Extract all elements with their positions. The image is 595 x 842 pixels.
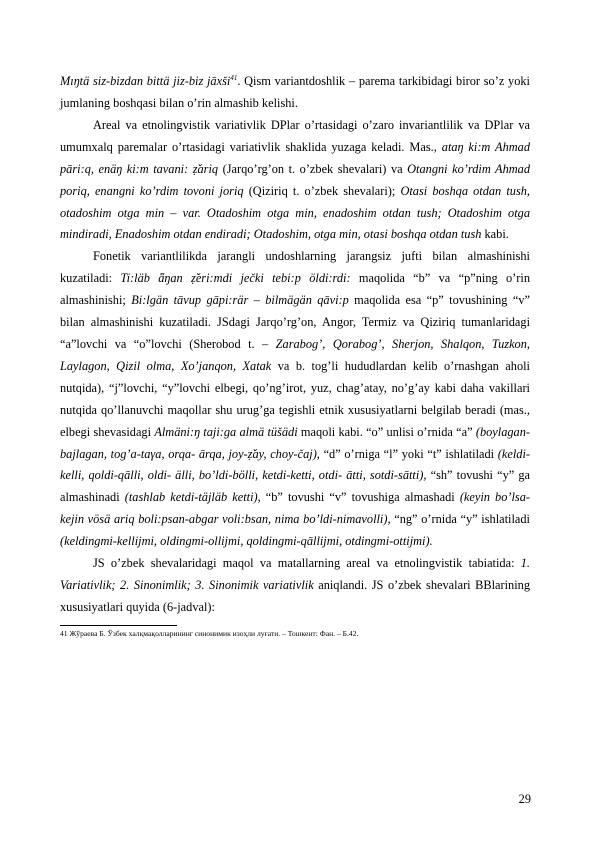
text-run: (Jarqo’rg’on t. o’zbek shevalari) va	[218, 161, 408, 176]
text-run: (Qiziriq t. o’zbek shevalari);	[243, 183, 401, 198]
text-run: maqoli kabi. “o” unlisi o’rnida “a”	[297, 424, 476, 439]
text-run: aniqlandi. JS o’zbek shevalari BBlarining xususiyatlari quyida (6-jadval):	[60, 577, 530, 614]
italic-text-run: Mıŋtä siz-bizdan bittä jiz-biz jāxši	[60, 74, 231, 89]
text-run: kabi.	[481, 227, 509, 242]
paragraph	[60, 553, 530, 619]
footnote: 41 Жўраева Б. Ўзбек халқмақолларининг синонимик изоҳли луғати. – Тошкент: Фан. – Б.42.	[60, 628, 359, 638]
text-run: “ng” o’rnida “y” ishlatiladi	[390, 512, 530, 527]
italic-text-run: (tashlab ketdi-täjläb ketti),	[124, 490, 261, 505]
italic-text-run: Otangni ko’rdim Ahmad poriq, enangni ko’rdim tovoni joriq	[60, 161, 530, 198]
text-run: “b” tovushi “v” tovushiga almashadi	[260, 490, 460, 505]
paragraph	[60, 68, 530, 115]
italic-text-run: Almäni:ŋ taji:ga almä tüšädi	[154, 424, 298, 439]
italic-text-run: Bi:lgän tāvup gāpi:rär – bilmägän qāvi:p	[131, 293, 349, 308]
text-run: maqolida “b” va “p”ning o’rin almashinishi;	[60, 271, 530, 308]
italic-text-run: Ti:läb ǟŋan ẓ̌eri:mdi ječki tebi:p öldi:rdi:	[120, 271, 351, 286]
italic-text-run: ataŋ ki:m Ahmad pāri:q, enäŋ ki:m tavani: ẓ̌ariq	[60, 139, 531, 176]
italic-text-run: Otasi boshqa otdan tush, otadoshim otga min – var. Otadoshim otga min, enadoshim otdan tush; Otadoshim otga mindiradi, Enadoshim otdan endiradi; Otadoshim, otga min, otasi boshqa otdan tush	[60, 183, 531, 242]
italic-text-run: 1. Variativlik; 2. Sinonimlik; 3. Sinonimik variativlik	[60, 556, 530, 592]
footnote-divider	[60, 625, 177, 626]
paragraph	[60, 115, 530, 246]
text-run: maqolida esa “p” tovushining “v” bilan almashinishi kuzatiladi. JSdagi Jarqo’rg’on, Angor, Termiz va Qiziriq tumanlaridagi “a”lovchi va “o”lovchi (Sherobod t. –	[60, 293, 530, 351]
page-number: 29	[518, 792, 531, 806]
text-run: . Qism variantdoshlik – parema tarkibidagi biror so’z yoki jumlaning boshqasi bilan o’rin almashib kelishi.	[60, 74, 530, 111]
text-run: Areal va etnolingvistik variativlik DPlar o’rtasidagi o’zaro invariantlilik va DPlar va umumxalq paremalar o’rtasidagi variativlik shaklida yuzaga keladi. Mas.,	[60, 117, 530, 154]
footnote-ref: 41	[230, 74, 238, 82]
italic-text-run: Zarabog’, Qorabog’, Sherjon, Shalqon, Tuzkon, Laylagon, Qizil olma, Xo’janqon, Xatak	[60, 336, 530, 373]
document-body	[60, 68, 530, 639]
text-run: Fonetik variantlilikda jarangli undoshlarning jarangsiz jufti bilan almashinishi kuzatiladi:	[60, 249, 530, 286]
text-run: “sh” tovushi “y” ga almashinadi	[60, 468, 530, 505]
text-run: “d” o’rniga “l” yoki “t” ishlatiladi	[319, 446, 498, 461]
paragraph	[60, 246, 530, 553]
text-run: JS o’zbek shevalaridagi maqol va matallarning areal va etnolingvistik tabiatida:	[93, 556, 521, 571]
text-run: va b. tog’li hududlardan kelib o’rnashgan aholi nutqida), “j”lovchi, “y”lovchi elbegi, qo’ng’irot, yuz, chag’atay, no’g’ay kabi daha vakillari nutqida qo’llanuvchi maqollar shu urug’ga tegishli etnik xususiyatlarni belgilab beradi (mas., elbegi shevasidagi	[60, 358, 530, 439]
italic-text-run: (keyin bo’lsa-kejin vösä ariq boli:psan-abgar voli:bsan, nima bo’ldi-nimavolli),	[60, 490, 531, 527]
italic-text-run: (keldingmi-kellijmi, oldingmi-ollijmi, qoldingmi-qāllijmi, otdingmi-ottijmi).	[60, 534, 433, 549]
italic-text-run: (keldi-kelli, qoldi-qālli, oldi- älli, bo’ldi-bölli, ketdi-ketti, otdi- ātti, sotdi-sātti),	[60, 446, 530, 483]
paragraph-list	[60, 68, 530, 619]
italic-text-run: (boylagan-bajlagan, tog’a-taγa, orqa- ārqa, joy-ẓ̌ay, choy-čaj),	[60, 424, 530, 461]
